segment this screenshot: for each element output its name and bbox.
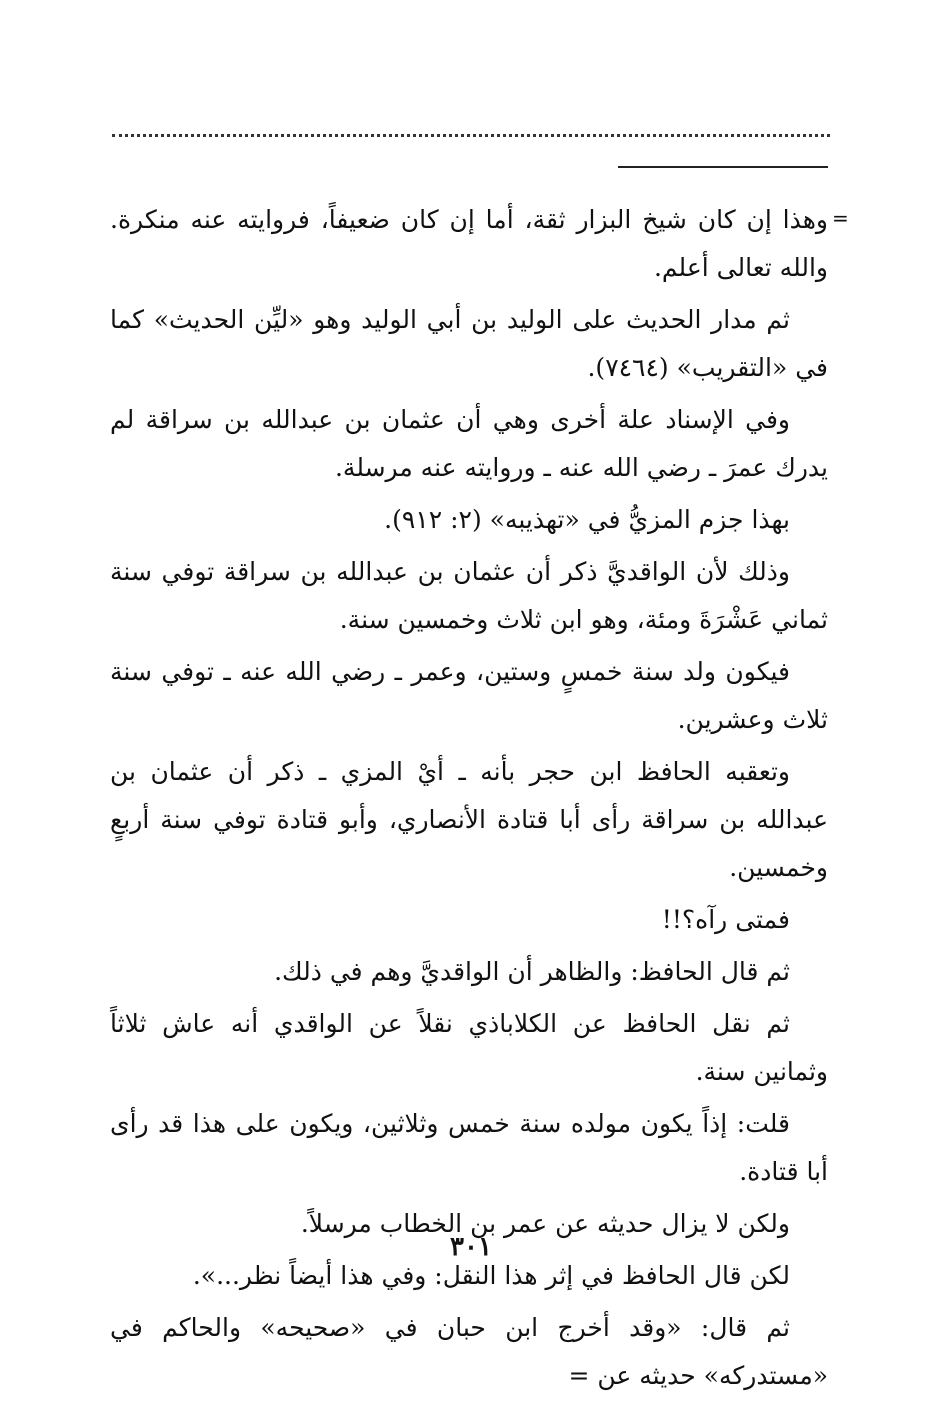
paragraph: وتعقبه الحافظ ابن حجر بأنه ـ أيْ المزي ـ ذكر أن عثمان بن عبدالله بن سراقة رأى أبا قتادة الأنصاري، وأبو قتادة توفي سنة أربعٍ وخمسين. xyxy=(110,757,828,882)
dotted-separator xyxy=(112,134,830,137)
paragraph: بهذا جزم المزيُّ في «تهذيبه» (٢: ٩١٢). xyxy=(384,505,790,534)
paragraph: وذلك لأن الواقديَّ ذكر أن عثمان بن عبدالله بن سراقة توفي سنة ثماني عَشْرَةَ ومئة، وهو ابن ثلاث وخمسين سنة. xyxy=(110,557,828,634)
paragraph: ثم قال الحافظ: والظاهر أن الواقديَّ وهم في ذلك. xyxy=(274,957,790,986)
paragraph: قلت: إذاً يكون مولده سنة خمس وثلاثين، ويكون على هذا قد رأى أبا قتادة. xyxy=(110,1109,828,1186)
continuation-mark: = xyxy=(832,206,849,230)
paragraph: لكن قال الحافظ في إثر هذا النقل: وفي هذا أيضاً نظر...». xyxy=(192,1261,790,1290)
paragraph: فمتى رآه؟!! xyxy=(661,905,790,934)
paragraph: ثم نقل الحافظ عن الكلاباذي نقلاً عن الواقدي أنه عاش ثلاثاً وثمانين سنة. xyxy=(110,1009,828,1086)
footnote-text xyxy=(110,196,828,1404)
paragraph: ولكن لا يزال حديثه عن عمر بن الخطاب مرسلاً. xyxy=(300,1209,790,1238)
page-number: ٣٠١ xyxy=(450,1232,492,1262)
paragraph: وهذا إن كان شيخ البزار ثقة، أما إن كان ضعيفاً، فروايته عنه منكرة. والله تعالى أعلم. xyxy=(110,205,828,282)
paragraph: ثم مدار الحديث على الوليد بن أبي الوليد وهو «ليِّن الحديث» كما في «التقريب» (٧٤٦٤). xyxy=(110,305,828,382)
paragraph: وفي الإسناد علة أخرى وهي أن عثمان بن عبدالله بن سراقة لم يدرك عمرَ ـ رضي الله عنه ـ وروايته عنه مرسلة. xyxy=(110,405,828,482)
paragraph: ثم قال: «وقد أخرج ابن حبان في «صحيحه» والحاكم في «مستدركه» حديثه عن = xyxy=(110,1313,828,1390)
paragraph: فيكون ولد سنة خمسٍ وستين، وعمر ـ رضي الله عنه ـ توفي سنة ثلاث وعشرين. xyxy=(110,657,828,734)
footnote-rule xyxy=(618,166,828,168)
